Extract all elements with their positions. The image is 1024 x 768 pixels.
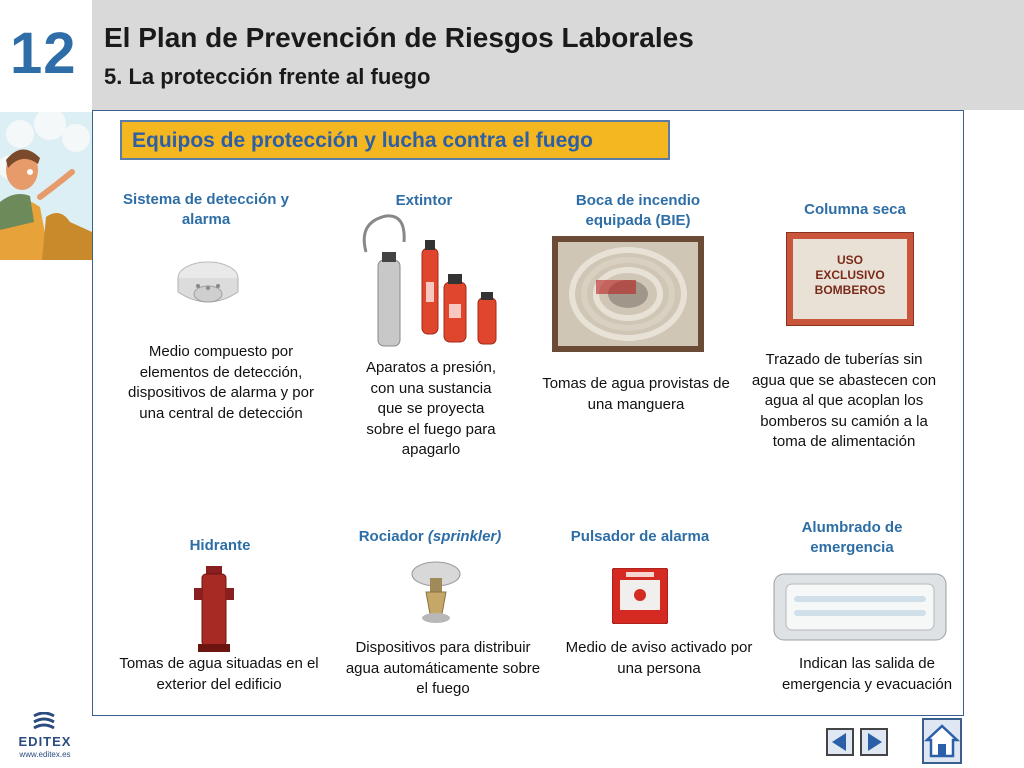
desc-line: apagarlo [401, 441, 461, 458]
label-pulsador [560, 527, 720, 547]
desc-deteccion [118, 342, 324, 424]
sign-line: EXCLUSIVO [815, 268, 885, 282]
page-subtitle: 5. La protección frente al fuego [104, 64, 431, 89]
desc-line: agua que se abastecen con [751, 371, 937, 389]
dry-riser-sign [793, 239, 907, 319]
desc-line: toma de alimentación [772, 433, 916, 450]
desc-line: una manguera [587, 395, 685, 413]
label-line: equipada (BIE) [585, 212, 691, 229]
desc-line: agua automáticamente sobre [345, 659, 541, 677]
label-line: Sistema de detección y [123, 191, 289, 208]
unit-number-box [0, 0, 92, 110]
label-line: Boca de incendio [575, 192, 701, 209]
desc-hidrante [112, 654, 326, 695]
label-line: Hidrante [189, 537, 251, 554]
header-bar [0, 0, 1024, 110]
desc-line: bomberos su camión a la [760, 412, 928, 430]
previous-button[interactable] [826, 728, 854, 756]
desc-line: Trazado de tuberías sin [765, 351, 923, 368]
fire-hose-reel-icon [552, 236, 704, 352]
desc-line: con una sustancia [370, 379, 492, 397]
label-alumbrado [772, 518, 932, 558]
sign-line: BOMBEROS [814, 283, 886, 297]
desc-line: Medio de aviso activado por [565, 639, 753, 656]
editex-logo[interactable] [14, 712, 76, 760]
label-extintor [354, 191, 494, 211]
label-columna-seca [770, 200, 940, 220]
desc-line: agua al que acoplan los [764, 392, 924, 409]
desc-line: Indican las salida de [799, 655, 935, 672]
label-line: alarma [181, 211, 231, 228]
label-bie [550, 191, 726, 231]
previous-arrow-icon [828, 730, 852, 754]
label-line: Columna seca [804, 201, 906, 218]
desc-line: Tomas de agua situadas en el [119, 655, 319, 672]
desc-pulsador [556, 638, 762, 679]
home-icon [924, 720, 960, 762]
label-main: Rociador [358, 528, 428, 545]
smoke-detector-icon [172, 252, 244, 324]
desc-line: una central de detección [139, 404, 303, 422]
desc-rociador [336, 638, 550, 700]
next-button[interactable] [860, 728, 888, 756]
page-title: El Plan de Prevención de Riesgos Laborales [104, 22, 694, 53]
editex-url: www.editex.es [19, 750, 71, 759]
desc-columna-seca [746, 350, 942, 453]
editex-logo-text: EDITEX [18, 734, 72, 749]
sign-line: USO [836, 253, 863, 267]
home-button[interactable] [922, 718, 962, 764]
label-italic: (sprinkler) [427, 528, 502, 545]
desc-line: elementos de detección, [139, 363, 303, 381]
section-heading-box [120, 120, 670, 160]
desc-line: sobre el fuego para [366, 420, 496, 438]
next-arrow-icon [862, 730, 886, 754]
emergency-light-icon [772, 570, 948, 644]
section-heading: Equipos de protección y lucha contra el fuego [132, 129, 593, 152]
label-line: Alumbrado de [801, 519, 903, 536]
label-hidrante [150, 536, 290, 556]
fire-extinguisher-icon [356, 212, 506, 350]
label-line: emergencia [810, 539, 894, 556]
desc-line: Medio compuesto por [148, 343, 294, 360]
desc-line: Aparatos a presión, [365, 359, 497, 376]
desc-line: que se proyecta [377, 400, 485, 417]
desc-line: una persona [617, 659, 701, 677]
desc-line: exterior del edificio [156, 675, 282, 693]
hydrant-icon [194, 566, 234, 652]
dry-riser-sign-icon [786, 232, 914, 326]
desc-extintor [348, 358, 514, 461]
desc-line: dispositivos de alarma y por [128, 384, 314, 401]
desc-line: el fuego [416, 680, 470, 697]
label-line: Extintor [395, 192, 453, 209]
desc-line: Tomas de agua provistas de [542, 375, 730, 392]
desc-alumbrado [772, 654, 962, 695]
alarm-button-icon [612, 568, 668, 624]
label-deteccion [106, 190, 306, 230]
label-rociador [346, 527, 514, 547]
side-illustration [0, 112, 92, 260]
desc-line: Dispositivos para distribuir [355, 639, 531, 656]
desc-bie [534, 374, 738, 415]
unit-number: 12 [10, 21, 77, 86]
desc-line: emergencia y evacuación [781, 675, 953, 693]
sprinkler-icon [408, 560, 464, 626]
label-line: Pulsador de alarma [570, 528, 710, 545]
editex-logo-icon [30, 712, 58, 732]
